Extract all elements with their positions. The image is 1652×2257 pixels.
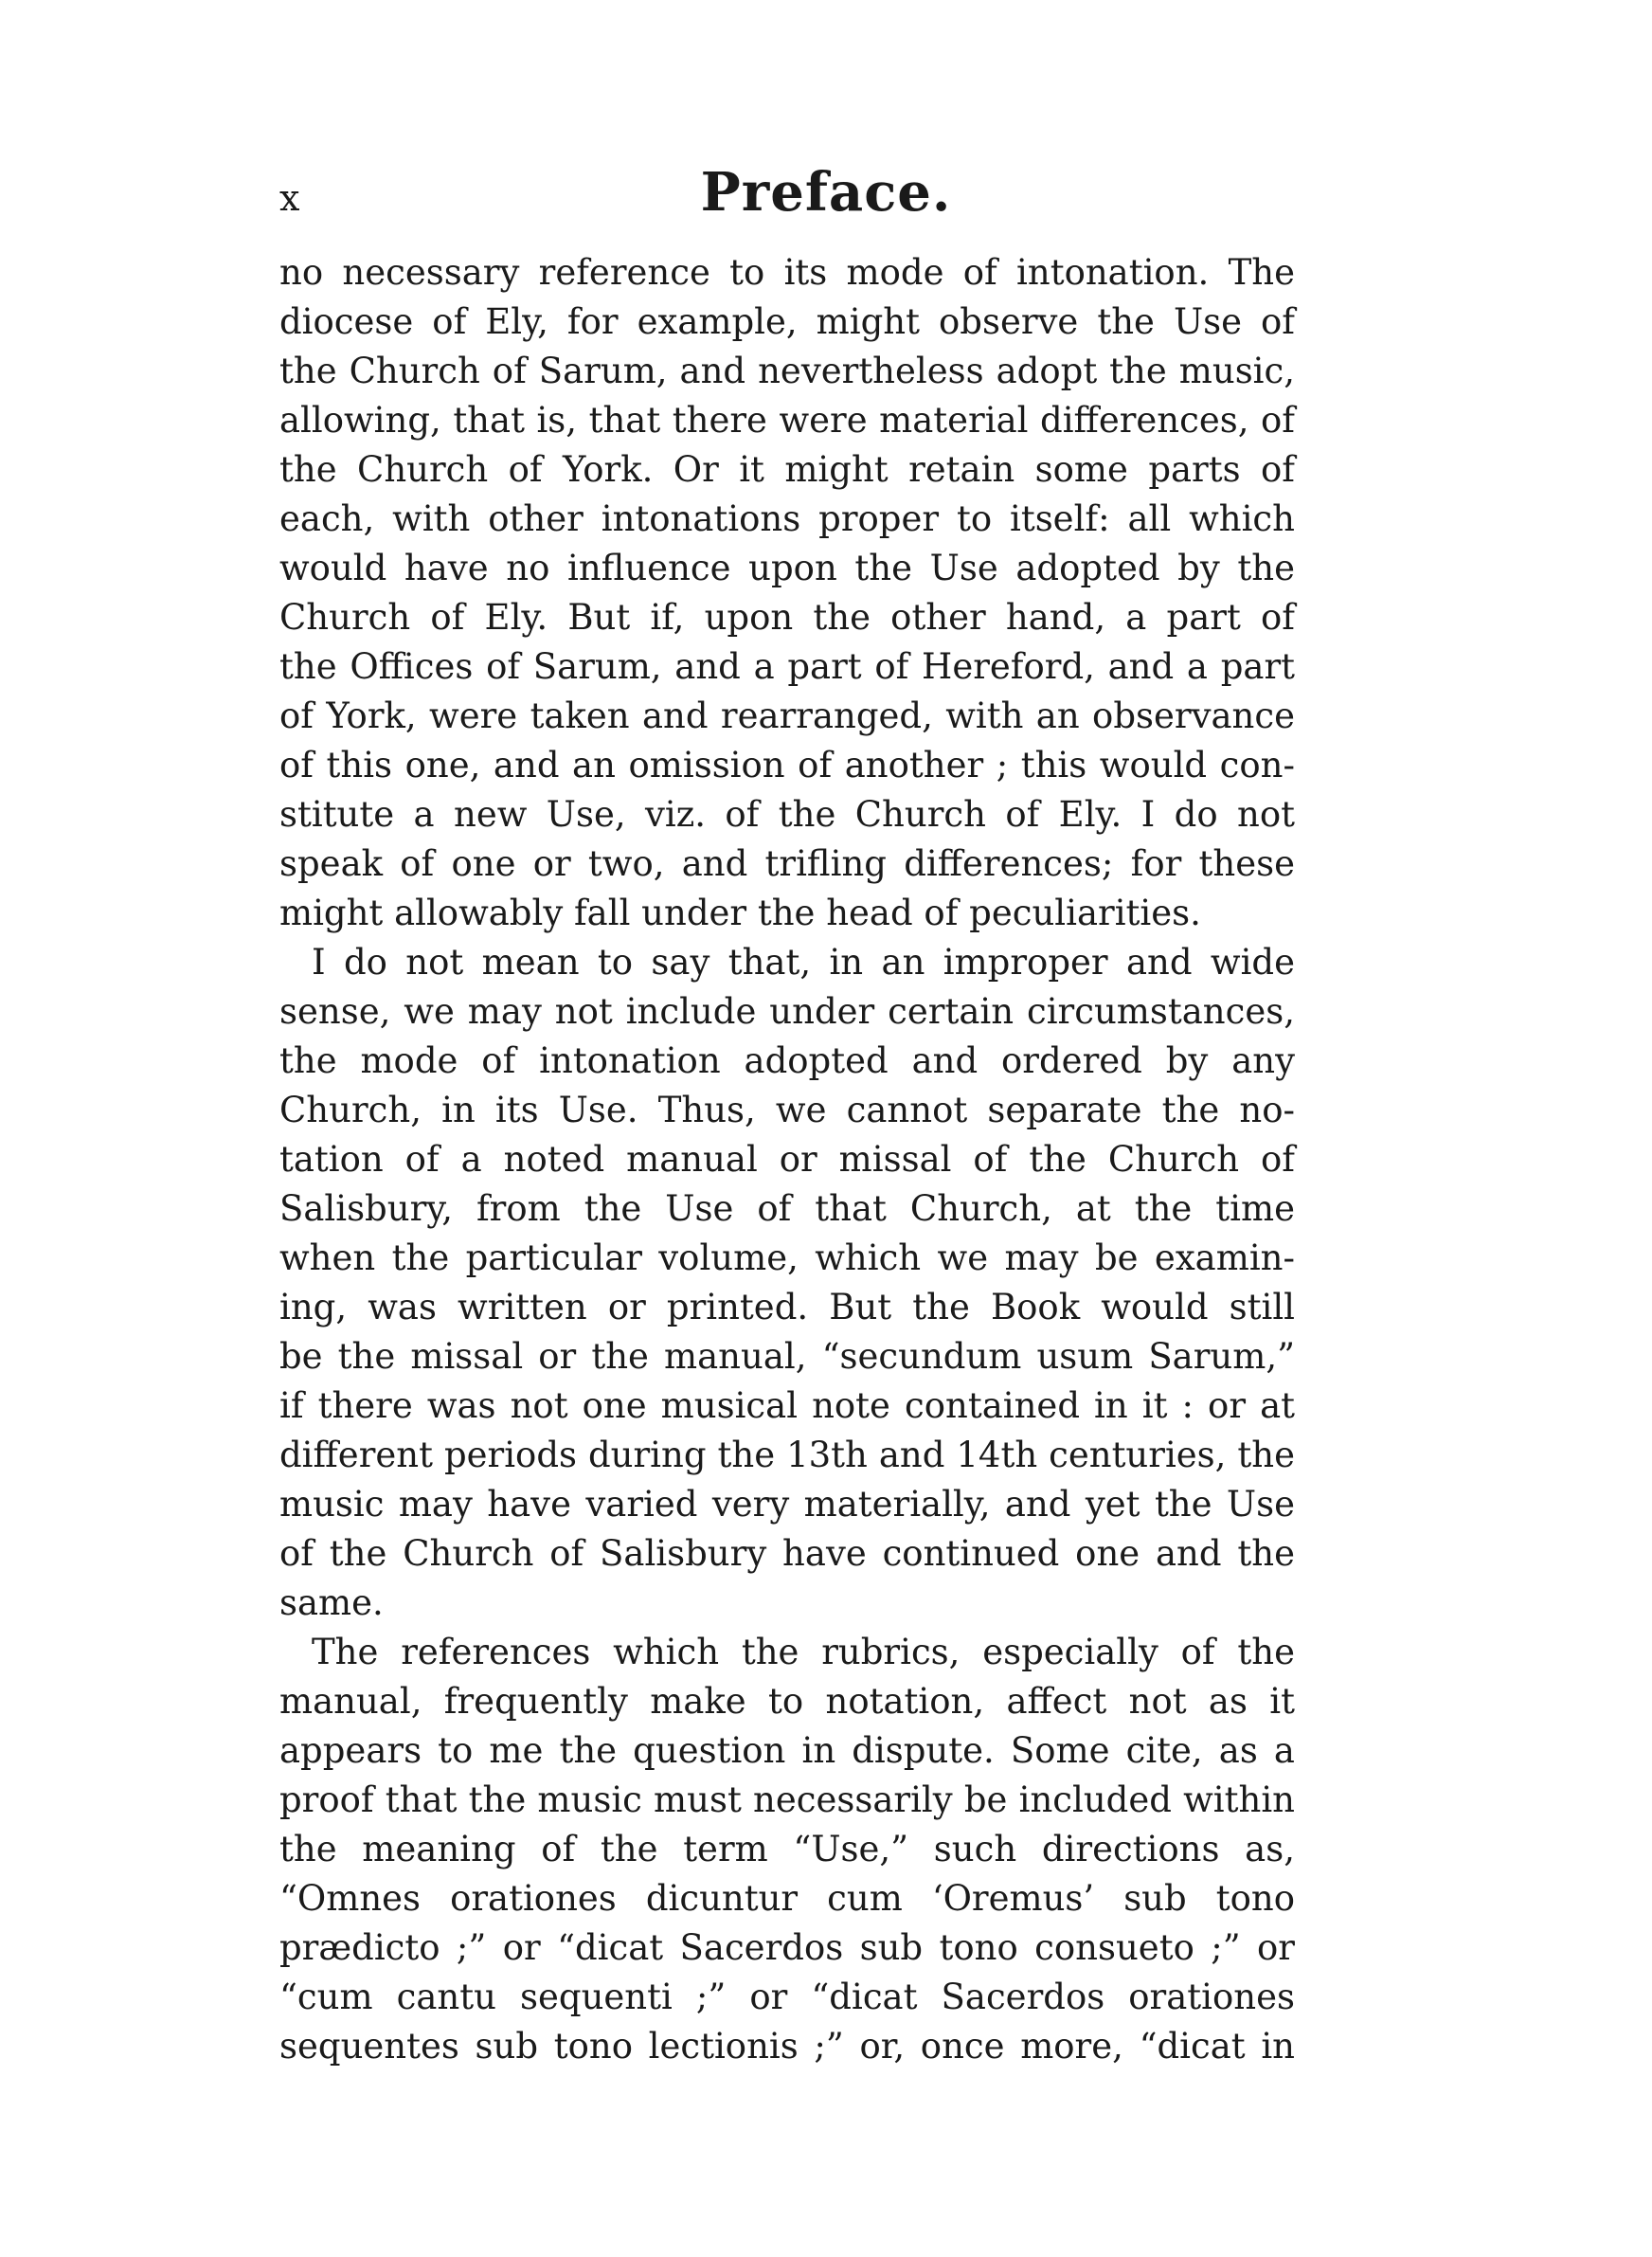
running-title: Preface.: [700, 161, 952, 224]
text-line: the meaning of the term “Use,” such directions as,: [279, 1829, 1295, 1869]
text-line: Church, in its Use. Thus, we cannot separate the no-: [279, 1090, 1295, 1130]
text-line: diocese of Ely, for example, might observe the Use of: [279, 301, 1295, 342]
text-line: the mode of intonation adopted and ordered by any: [279, 1040, 1295, 1081]
text-line: ing, was written or printed. But the Book would still: [279, 1287, 1295, 1327]
page-number: x: [279, 177, 302, 219]
text-line: manual, frequently make to notation, affect not as it: [279, 1681, 1295, 1722]
text-line: prædicto ;” or “dicat Sacerdos sub tono consueto ;” or: [279, 1927, 1295, 1968]
text-line: the Church of Sarum, and nevertheless adopt the music,: [279, 351, 1295, 391]
text-line: proof that the music must necessarily be included within: [279, 1779, 1295, 1820]
text-line: “cum cantu sequenti ;” or “dicat Sacerdos orationes: [279, 1977, 1295, 2017]
text-line: the Offices of Sarum, and a part of Hereford, and a part: [279, 646, 1295, 687]
text-line: different periods during the 13th and 14th centuries, the: [279, 1435, 1295, 1475]
text-line: sequentes sub tono lectionis ;” or, once more, “dicat in: [279, 2026, 1295, 2067]
text-line: allowing, that is, that there were material differences, of: [279, 400, 1295, 441]
text-line: would have no influence upon the Use adopted by the: [279, 548, 1295, 588]
text-line: I do not mean to say that, in an improper and wide: [312, 942, 1295, 983]
text-line: might allowably fall under the head of peculiarities.: [279, 893, 1201, 933]
text-line: each, with other intonations proper to itself: all which: [279, 498, 1295, 539]
text-line: appears to me the question in dispute. Some cite, as a: [279, 1730, 1295, 1771]
text-line: Church of Ely. But if, upon the other hand, a part of: [279, 597, 1295, 638]
text-line: Salisbury, from the Use of that Church, at the time: [279, 1188, 1295, 1229]
body-text: [279, 248, 1295, 2071]
text-line: sense, we may not include under certain circumstances,: [279, 991, 1295, 1032]
text-line: when the particular volume, which we may be examin-: [279, 1237, 1295, 1278]
text-line: of this one, and an omission of another ; this would con-: [279, 745, 1295, 785]
text-line: of the Church of Salisbury have continued one and the: [279, 1533, 1295, 1574]
text-line: “Omnes orationes dicuntur cum ‘Oremus’ sub tono: [279, 1878, 1295, 1919]
text-line: if there was not one musical note contained in it : or at: [279, 1385, 1295, 1426]
text-line: speak of one or two, and trifling differences; for these: [279, 843, 1295, 884]
text-line: no necessary reference to its mode of intonation. The: [279, 252, 1295, 293]
text-line: music may have varied very materially, and yet the Use: [279, 1484, 1295, 1525]
text-line: of York, were taken and rearranged, with an observance: [279, 695, 1295, 736]
text-line: same.: [279, 1582, 384, 1623]
text-line: be the missal or the manual, “secundum usum Sarum,”: [279, 1336, 1295, 1377]
text-line: stitute a new Use, viz. of the Church of Ely. I do not: [279, 794, 1295, 835]
text-line: The references which the rubrics, especially of the: [312, 1632, 1295, 1672]
text-line: tation of a noted manual or missal of the Church of: [279, 1139, 1295, 1180]
text-line: the Church of York. Or it might retain some parts of: [279, 449, 1295, 490]
